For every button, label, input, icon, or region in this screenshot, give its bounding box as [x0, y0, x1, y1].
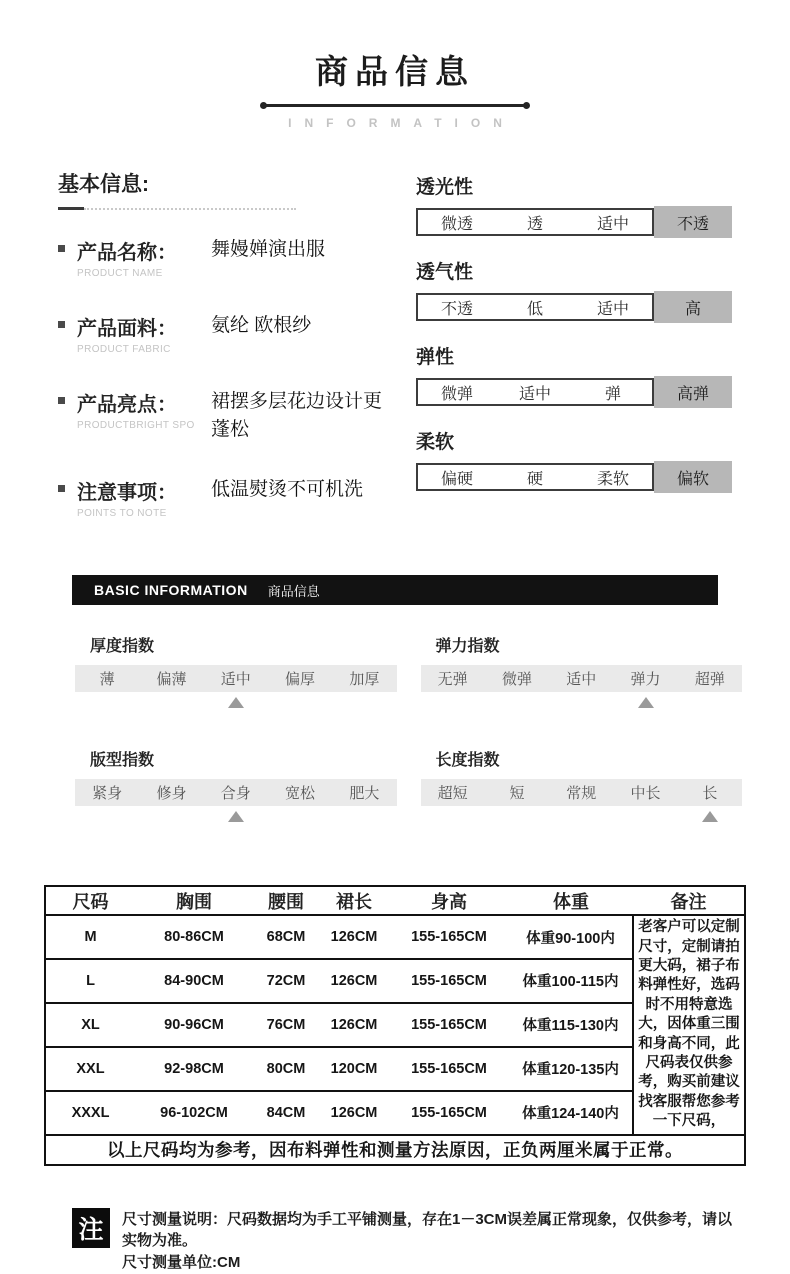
note-line-1: 尺寸测量说明：尺码数据均为手工平铺测量，存在1－3CM误差属正常现象，仅供参考，请以实物为准。 — [122, 1210, 733, 1250]
cell-waist: 72CM — [266, 972, 306, 989]
cell-skirt-length: 126CM — [330, 1016, 378, 1033]
index-fit — [75, 747, 397, 827]
scale-option-selected: 高弹 — [654, 376, 732, 408]
info-label: 产品名称： — [77, 242, 177, 264]
scale-option: 不透 — [440, 300, 473, 318]
scale-option: 透 — [526, 215, 543, 233]
index-scales-section — [75, 633, 742, 827]
info-label: 产品面料： — [77, 318, 177, 340]
index-option: 薄 — [99, 671, 115, 689]
size-chart-table — [44, 885, 746, 1166]
basic-info-heading: 基本信息: — [58, 173, 149, 196]
cell-weight: 体重124-140内 — [522, 1106, 619, 1123]
cell-weight: 体重120-135内 — [522, 1062, 619, 1079]
table-row — [45, 915, 745, 959]
col-header-remark: 备注 — [670, 891, 707, 912]
info-sublabel: PRODUCTBRIGHT SPO — [77, 420, 195, 431]
index-option: 中长 — [630, 785, 661, 803]
scale-option-selected: 不透 — [654, 206, 732, 238]
cell-height: 155-165CM — [411, 1060, 487, 1077]
table-header-row — [45, 886, 745, 915]
index-name: 厚度指数 — [90, 638, 155, 656]
triangle-marker-icon — [228, 811, 244, 822]
basic-info-section — [58, 168, 416, 552]
cell-size: XXXL — [71, 1104, 110, 1121]
info-item-care-note — [58, 476, 416, 519]
basic-info-underline — [58, 207, 296, 210]
index-option: 偏厚 — [285, 671, 316, 689]
col-header-weight: 体重 — [553, 891, 589, 912]
info-label: 产品亮点： — [77, 394, 177, 416]
title-divider-line — [264, 104, 526, 107]
index-option: 宽松 — [285, 785, 316, 803]
col-header-size: 尺码 — [72, 891, 109, 912]
col-header-bust: 胸围 — [176, 891, 212, 912]
index-stretch — [421, 633, 743, 713]
index-name: 版型指数 — [90, 752, 155, 770]
basic-info-list — [58, 236, 416, 519]
cell-weight: 体重115-130内 — [522, 1018, 619, 1035]
cell-waist: 84CM — [266, 1104, 306, 1121]
info-sublabel: PRODUCT FABRIC — [77, 344, 171, 355]
bullet-square-icon — [58, 321, 65, 328]
scale-option: 硬 — [526, 470, 543, 488]
scale-row — [416, 208, 732, 236]
note-badge-icon: 注 — [72, 1208, 110, 1248]
index-thickness — [75, 633, 397, 713]
info-item-product-name — [58, 236, 416, 279]
page-header — [0, 0, 790, 130]
scale-option: 微弹 — [440, 385, 473, 403]
index-option: 短 — [509, 785, 525, 803]
scale-row — [416, 463, 732, 491]
index-bar — [421, 665, 743, 692]
index-bar — [75, 665, 397, 692]
scale-option: 弹 — [604, 385, 621, 403]
scale-breathability — [416, 257, 742, 321]
index-name: 弹力指数 — [435, 638, 500, 656]
section-bar — [72, 575, 718, 605]
index-option: 弹力 — [630, 671, 661, 689]
measurement-note — [72, 1208, 740, 1274]
cell-bust: 92-98CM — [164, 1060, 224, 1077]
index-option: 适中 — [566, 671, 597, 689]
index-length — [421, 747, 743, 827]
table-footnote-row — [45, 1135, 745, 1165]
cell-weight: 体重100-115内 — [522, 974, 619, 991]
cell-bust: 90-96CM — [164, 1016, 224, 1033]
scale-row — [416, 293, 732, 321]
triangle-marker-icon — [638, 697, 654, 708]
cell-skirt-length: 126CM — [330, 929, 378, 946]
index-option: 常规 — [566, 785, 597, 803]
scale-name: 透光性 — [416, 177, 474, 198]
scale-option-selected: 高 — [654, 291, 732, 323]
bullet-square-icon — [58, 485, 65, 492]
scale-option: 微透 — [440, 215, 473, 233]
info-item-product-fabric — [58, 312, 416, 355]
index-option: 微弹 — [501, 671, 532, 689]
index-name: 长度指数 — [435, 752, 500, 770]
bullet-square-icon — [58, 245, 65, 252]
cell-waist: 68CM — [266, 929, 306, 946]
col-header-waist: 腰围 — [268, 891, 304, 912]
main-content — [58, 168, 742, 552]
page-subtitle: INFORMATION — [288, 116, 515, 130]
cell-size: M — [84, 929, 97, 946]
index-option: 长 — [702, 785, 718, 803]
index-option: 加厚 — [349, 671, 380, 689]
index-option: 紧身 — [92, 785, 123, 803]
page-title: 商品信息 — [315, 55, 475, 91]
cell-height: 155-165CM — [411, 972, 487, 989]
scale-name: 弹性 — [416, 347, 455, 368]
col-header-skirt-length: 裙长 — [336, 891, 372, 912]
cell-remark: 老客户可以定制尺寸，定制请拍更大码，裙子布料弹性好，选码时不用特意选大，因体重三围和身高不同，此尺码表仅供参考，购买前建议找客服帮您参考一下尺码， — [633, 915, 745, 1135]
index-option: 偏薄 — [156, 671, 187, 689]
cell-skirt-length: 120CM — [330, 1060, 378, 1077]
cell-height: 155-165CM — [411, 1104, 487, 1121]
cell-waist: 76CM — [266, 1016, 306, 1033]
scale-option: 适中 — [518, 385, 551, 403]
info-label: 注意事项： — [77, 482, 177, 505]
index-bar — [75, 779, 397, 806]
table-footnote: 以上尺码均为参考，因布料弹性和测量方法原因，正负两厘米属于正常。 — [107, 1140, 683, 1161]
cell-bust: 84-90CM — [164, 972, 224, 989]
index-option: 适中 — [220, 671, 251, 689]
info-value: 舞嫚婵演出服 — [211, 239, 326, 260]
note-text — [122, 1208, 740, 1274]
cell-bust: 80-86CM — [164, 929, 224, 946]
scale-softness — [416, 427, 742, 491]
cell-skirt-length: 126CM — [330, 972, 378, 989]
info-sublabel: POINTS TO NOTE — [77, 508, 167, 520]
scale-name: 柔软 — [416, 432, 455, 453]
triangle-marker-icon — [228, 697, 244, 708]
info-sublabel: PRODUCT NAME — [77, 268, 163, 279]
attribute-scales-section — [416, 168, 742, 552]
scale-option: 低 — [526, 300, 543, 318]
scale-light-transmission — [416, 172, 742, 236]
scale-row — [416, 378, 732, 406]
index-option: 超弹 — [694, 671, 725, 689]
cell-height: 155-165CM — [411, 929, 487, 946]
section-bar-en-label: BASIC INFORMATION — [94, 582, 248, 599]
index-option: 修身 — [156, 785, 187, 803]
scale-elasticity — [416, 342, 742, 406]
info-item-product-highlight — [58, 388, 416, 443]
section-bar-zh-label: 商品信息 — [267, 583, 320, 599]
scale-option-selected: 偏软 — [654, 461, 732, 493]
info-value: 氨纶 欧根纱 — [211, 315, 312, 336]
index-option: 肥大 — [349, 785, 380, 803]
cell-size: XXL — [76, 1060, 105, 1077]
index-option: 无弹 — [437, 671, 468, 689]
scale-option: 适中 — [596, 300, 629, 318]
cell-bust: 96-102CM — [160, 1104, 228, 1121]
scale-option: 柔软 — [596, 470, 629, 488]
cell-weight: 体重90-100内 — [526, 930, 615, 947]
index-option: 合身 — [220, 785, 251, 803]
info-value: 低温熨烫不可机洗 — [211, 479, 364, 501]
info-value: 裙摆多层花边设计更蓬松 — [211, 391, 383, 440]
scale-option: 适中 — [596, 215, 629, 233]
cell-skirt-length: 126CM — [330, 1104, 378, 1121]
index-option: 超短 — [437, 785, 468, 803]
cell-size: XL — [81, 1016, 100, 1033]
cell-size: L — [86, 972, 95, 989]
cell-height: 155-165CM — [411, 1016, 487, 1033]
scale-name: 透气性 — [416, 262, 474, 283]
triangle-marker-icon — [702, 811, 718, 822]
index-bar — [421, 779, 743, 806]
cell-waist: 80CM — [266, 1060, 306, 1077]
col-header-height: 身高 — [431, 891, 467, 912]
note-line-2: 尺寸测量单位:CM — [122, 1254, 241, 1272]
scale-option: 偏硬 — [440, 470, 473, 488]
bullet-square-icon — [58, 397, 65, 404]
